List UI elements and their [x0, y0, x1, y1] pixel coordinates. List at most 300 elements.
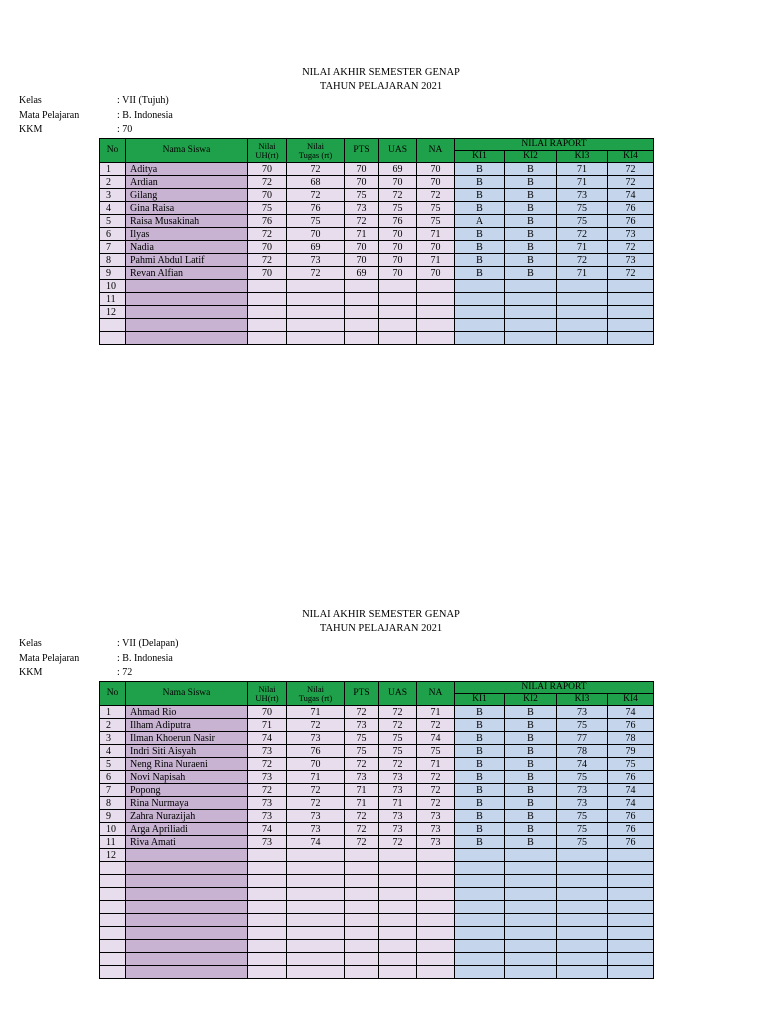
uas-score: 70: [379, 176, 417, 189]
ki1-grade: [455, 332, 505, 345]
ki1-grade: [455, 849, 505, 862]
na-score: [417, 849, 455, 862]
student-name: Indri Siti Aisyah: [126, 745, 248, 758]
col-header-na: NA: [417, 139, 455, 163]
ki4-grade: [608, 914, 654, 927]
tugas-score: [287, 888, 345, 901]
uh-score: [248, 914, 287, 927]
tugas-score: [287, 914, 345, 927]
uh-score: 75: [248, 202, 287, 215]
row-number: [100, 875, 126, 888]
pts-score: [345, 914, 379, 927]
ki2-grade: [505, 293, 557, 306]
pts-score: 71: [345, 784, 379, 797]
tugas-score: 72: [287, 189, 345, 202]
pts-score: 71: [345, 797, 379, 810]
table-row: [100, 836, 654, 849]
pts-score: 72: [345, 823, 379, 836]
student-name: [126, 940, 248, 953]
ki2-grade: B: [505, 823, 557, 836]
uh-score: 73: [248, 836, 287, 849]
ki3-grade: 72: [557, 254, 608, 267]
col-header-tugas: [287, 682, 345, 706]
ki3-grade: [557, 901, 608, 914]
table-row: [100, 953, 654, 966]
report-title: NILAI AKHIR SEMESTER GENAP: [302, 67, 460, 78]
row-number: 4: [100, 745, 126, 758]
ki2-grade: [505, 875, 557, 888]
tugas-score: [287, 862, 345, 875]
ki4-grade: 76: [608, 810, 654, 823]
ki1-grade: [455, 280, 505, 293]
ki2-grade: B: [505, 797, 557, 810]
uh-score: 70: [248, 241, 287, 254]
col-header-ki2: KI2: [505, 151, 557, 163]
tugas-score: 69: [287, 241, 345, 254]
ki1-grade: B: [455, 836, 505, 849]
col-header-tugas-line: Tugas (rt): [298, 692, 333, 703]
student-name: [126, 901, 248, 914]
tugas-score: 76: [287, 745, 345, 758]
ki2-grade: [505, 940, 557, 953]
uh-score: 72: [248, 254, 287, 267]
na-score: [417, 280, 455, 293]
na-score: 71: [417, 758, 455, 771]
pts-score: 73: [345, 771, 379, 784]
uh-score: 73: [248, 745, 287, 758]
tugas-score: [287, 940, 345, 953]
uas-score: [379, 901, 417, 914]
col-header-na: NA: [417, 682, 455, 706]
student-name: [126, 927, 248, 940]
ki2-grade: [505, 953, 557, 966]
row-number: 8: [100, 254, 126, 267]
row-number: [100, 914, 126, 927]
pts-score: 72: [345, 836, 379, 849]
uas-score: [379, 849, 417, 862]
ki1-grade: B: [455, 267, 505, 280]
col-header-tugas: [287, 139, 345, 163]
ki1-grade: B: [455, 732, 505, 745]
ki4-grade: [608, 940, 654, 953]
row-number: 8: [100, 797, 126, 810]
student-name: Nadia: [126, 241, 248, 254]
ki1-grade: B: [455, 810, 505, 823]
na-score: [417, 927, 455, 940]
pts-score: 70: [345, 163, 379, 176]
col-header-nama: Nama Siswa: [126, 682, 248, 706]
row-number: [100, 927, 126, 940]
ki1-grade: B: [455, 784, 505, 797]
ki4-grade: [608, 966, 654, 979]
ki4-grade: 74: [608, 189, 654, 202]
na-score: 73: [417, 823, 455, 836]
tugas-score: 68: [287, 176, 345, 189]
col-header-tugas-line: Nilai: [307, 683, 324, 694]
col-header-uas: UAS: [379, 139, 417, 163]
ki2-grade: B: [505, 758, 557, 771]
uh-score: [248, 280, 287, 293]
ki2-grade: [505, 862, 557, 875]
row-number: 1: [100, 163, 126, 176]
ki4-grade: 76: [608, 215, 654, 228]
uh-score: [248, 849, 287, 862]
ki3-grade: [557, 888, 608, 901]
uas-score: 72: [379, 719, 417, 732]
ki2-grade: B: [505, 228, 557, 241]
student-name: Arga Apriliadi: [126, 823, 248, 836]
ki4-grade: 74: [608, 784, 654, 797]
kelas-value: : VII (Delapan): [117, 638, 179, 649]
table-row: [100, 189, 654, 202]
tugas-score: [287, 875, 345, 888]
table-row: [100, 241, 654, 254]
ki3-grade: 73: [557, 706, 608, 719]
ki4-grade: 74: [608, 797, 654, 810]
ki3-grade: [557, 875, 608, 888]
tugas-score: [287, 280, 345, 293]
student-name: [126, 953, 248, 966]
student-name: Popong: [126, 784, 248, 797]
ki3-grade: [557, 293, 608, 306]
uh-score: [248, 293, 287, 306]
na-score: 72: [417, 784, 455, 797]
col-header-no: No: [100, 682, 126, 706]
na-score: [417, 888, 455, 901]
pts-score: [345, 280, 379, 293]
na-score: 71: [417, 228, 455, 241]
student-name: Gilang: [126, 189, 248, 202]
ki2-grade: B: [505, 719, 557, 732]
ki2-grade: B: [505, 189, 557, 202]
ki3-grade: [557, 940, 608, 953]
ki4-grade: 76: [608, 719, 654, 732]
row-number: 5: [100, 215, 126, 228]
na-score: [417, 901, 455, 914]
ki1-grade: [455, 319, 505, 332]
kkm-label: KKM: [19, 667, 43, 678]
ki1-grade: B: [455, 771, 505, 784]
col-header-uas: UAS: [379, 682, 417, 706]
col-header-ki4: KI4: [608, 694, 654, 706]
pts-score: 72: [345, 215, 379, 228]
ki3-grade: 71: [557, 163, 608, 176]
tugas-score: 73: [287, 810, 345, 823]
uas-score: 73: [379, 784, 417, 797]
ki4-grade: [608, 280, 654, 293]
row-number: 12: [100, 849, 126, 862]
na-score: 70: [417, 163, 455, 176]
table-row: [100, 940, 654, 953]
ki4-grade: [608, 306, 654, 319]
ki3-grade: 73: [557, 189, 608, 202]
student-name: Raisa Musakinah: [126, 215, 248, 228]
row-number: 11: [100, 836, 126, 849]
row-number: [100, 901, 126, 914]
pts-score: [345, 888, 379, 901]
pts-score: [345, 306, 379, 319]
pts-score: 70: [345, 241, 379, 254]
col-header-nama: Nama Siswa: [126, 139, 248, 163]
uas-score: [379, 332, 417, 345]
ki4-grade: 74: [608, 706, 654, 719]
pts-score: 75: [345, 732, 379, 745]
na-score: [417, 953, 455, 966]
kelas-label: Kelas: [19, 638, 42, 649]
na-score: [417, 966, 455, 979]
ki1-grade: [455, 966, 505, 979]
row-number: [100, 953, 126, 966]
kelas-value: : VII (Tujuh): [117, 95, 169, 106]
row-number: 6: [100, 228, 126, 241]
table-row: [100, 927, 654, 940]
na-score: 75: [417, 202, 455, 215]
uas-score: 75: [379, 202, 417, 215]
uh-score: 70: [248, 189, 287, 202]
na-score: [417, 914, 455, 927]
table-row: [100, 771, 654, 784]
pts-score: [345, 940, 379, 953]
student-name: [126, 332, 248, 345]
student-name: [126, 849, 248, 862]
row-number: 2: [100, 176, 126, 189]
ki3-grade: 75: [557, 719, 608, 732]
ki1-grade: [455, 306, 505, 319]
uas-score: [379, 875, 417, 888]
row-number: [100, 888, 126, 901]
table-row: [100, 706, 654, 719]
tugas-score: 72: [287, 797, 345, 810]
ki3-grade: [557, 332, 608, 345]
student-name: Gina Raisa: [126, 202, 248, 215]
ki1-grade: B: [455, 745, 505, 758]
uas-score: 69: [379, 163, 417, 176]
table-row: [100, 215, 654, 228]
ki4-grade: [608, 901, 654, 914]
col-header-ki1: KI1: [455, 694, 505, 706]
uh-score: 71: [248, 719, 287, 732]
ki4-grade: [608, 332, 654, 345]
uas-score: [379, 940, 417, 953]
tugas-score: 72: [287, 267, 345, 280]
na-score: 72: [417, 719, 455, 732]
ki4-grade: [608, 862, 654, 875]
table-row: [100, 280, 654, 293]
ki1-grade: B: [455, 719, 505, 732]
tugas-score: 74: [287, 836, 345, 849]
uas-score: 72: [379, 706, 417, 719]
tugas-score: 71: [287, 706, 345, 719]
tugas-score: 72: [287, 719, 345, 732]
pts-score: [345, 862, 379, 875]
uas-score: [379, 293, 417, 306]
kkm-value: : 70: [117, 124, 133, 135]
pts-score: 72: [345, 810, 379, 823]
na-score: 72: [417, 797, 455, 810]
uas-score: 72: [379, 836, 417, 849]
na-score: 73: [417, 836, 455, 849]
row-number: [100, 966, 126, 979]
uh-score: 72: [248, 228, 287, 241]
table-row: [100, 228, 654, 241]
table-row: [100, 875, 654, 888]
ki2-grade: B: [505, 254, 557, 267]
na-score: [417, 940, 455, 953]
kkm-label: KKM: [19, 124, 43, 135]
table-row: [100, 862, 654, 875]
ki3-grade: [557, 914, 608, 927]
uas-score: 71: [379, 797, 417, 810]
ki2-grade: B: [505, 176, 557, 189]
uh-score: 70: [248, 706, 287, 719]
pts-score: [345, 293, 379, 306]
uas-score: 75: [379, 745, 417, 758]
uh-score: [248, 953, 287, 966]
tugas-score: 73: [287, 254, 345, 267]
pts-score: [345, 901, 379, 914]
kkm-value: : 72: [117, 667, 133, 678]
row-number: 11: [100, 293, 126, 306]
col-header-uh-line: UH(rt): [255, 692, 279, 703]
ki2-grade: [505, 280, 557, 293]
tugas-score: [287, 927, 345, 940]
table-row: [100, 306, 654, 319]
table-row: [100, 202, 654, 215]
row-number: 1: [100, 706, 126, 719]
row-number: 12: [100, 306, 126, 319]
student-name: [126, 293, 248, 306]
ki3-grade: [557, 862, 608, 875]
uh-score: 70: [248, 163, 287, 176]
ki4-grade: 72: [608, 267, 654, 280]
pts-score: 73: [345, 202, 379, 215]
uas-score: [379, 319, 417, 332]
student-name: Ardian: [126, 176, 248, 189]
uh-score: [248, 966, 287, 979]
col-header-uh-line: Nilai: [258, 683, 276, 694]
ki2-grade: B: [505, 706, 557, 719]
uh-score: 73: [248, 771, 287, 784]
student-name: [126, 319, 248, 332]
uh-score: 72: [248, 784, 287, 797]
student-name: Zahra Nurazijah: [126, 810, 248, 823]
ki4-grade: 73: [608, 254, 654, 267]
ki4-grade: 72: [608, 163, 654, 176]
ki3-grade: 71: [557, 241, 608, 254]
tugas-score: [287, 849, 345, 862]
row-number: 4: [100, 202, 126, 215]
col-header-tugas-line: Tugas (rt): [298, 149, 333, 160]
row-number: [100, 319, 126, 332]
grades-table: [99, 681, 654, 979]
ki3-grade: 71: [557, 267, 608, 280]
table-row: [100, 784, 654, 797]
ki4-grade: [608, 875, 654, 888]
pts-score: 70: [345, 254, 379, 267]
row-number: 9: [100, 267, 126, 280]
col-header-pts: PTS: [345, 682, 379, 706]
ki3-grade: [557, 966, 608, 979]
uas-score: 73: [379, 810, 417, 823]
ki1-grade: B: [455, 189, 505, 202]
mapel-value: : B. Indonesia: [117, 109, 173, 121]
student-name: Ilham Adiputra: [126, 719, 248, 732]
ki2-grade: B: [505, 202, 557, 215]
na-score: [417, 862, 455, 875]
uas-score: 70: [379, 254, 417, 267]
na-score: [417, 306, 455, 319]
student-name: [126, 966, 248, 979]
uh-score: [248, 888, 287, 901]
row-number: 6: [100, 771, 126, 784]
pts-score: 75: [345, 745, 379, 758]
uas-score: [379, 927, 417, 940]
col-header-tugas-line: Nilai: [307, 140, 324, 151]
ki2-grade: B: [505, 771, 557, 784]
tugas-score: 73: [287, 823, 345, 836]
ki2-grade: [505, 306, 557, 319]
pts-score: 72: [345, 706, 379, 719]
table-row: [100, 901, 654, 914]
row-number: 10: [100, 823, 126, 836]
pts-score: 70: [345, 176, 379, 189]
ki1-grade: B: [455, 823, 505, 836]
uh-score: 74: [248, 732, 287, 745]
uas-score: [379, 280, 417, 293]
ki1-grade: [455, 914, 505, 927]
ki2-grade: [505, 927, 557, 940]
mapel-label: Mata Pelajaran: [19, 652, 80, 664]
pts-score: 71: [345, 228, 379, 241]
table-row: [100, 966, 654, 979]
ki1-grade: [455, 901, 505, 914]
ki4-grade: [608, 888, 654, 901]
ki4-grade: 76: [608, 823, 654, 836]
uas-score: [379, 888, 417, 901]
ki1-grade: [455, 888, 505, 901]
col-header-ki1: KI1: [455, 151, 505, 163]
table-row: [100, 914, 654, 927]
ki2-grade: B: [505, 810, 557, 823]
na-score: 73: [417, 810, 455, 823]
ki3-grade: 74: [557, 758, 608, 771]
table-row: [100, 810, 654, 823]
student-name: Ahmad Rio: [126, 706, 248, 719]
col-header-uh: [248, 682, 287, 706]
ki2-grade: B: [505, 732, 557, 745]
tugas-score: 71: [287, 771, 345, 784]
pts-score: [345, 332, 379, 345]
table-row: [100, 254, 654, 267]
uas-score: 76: [379, 215, 417, 228]
ki4-grade: 76: [608, 771, 654, 784]
ki4-grade: 78: [608, 732, 654, 745]
kelas-label: Kelas: [19, 95, 42, 106]
ki1-grade: B: [455, 797, 505, 810]
table-row: [100, 267, 654, 280]
na-score: [417, 293, 455, 306]
ki1-grade: B: [455, 706, 505, 719]
na-score: 70: [417, 267, 455, 280]
row-number: [100, 862, 126, 875]
tugas-score: 76: [287, 202, 345, 215]
ki2-grade: [505, 888, 557, 901]
uh-score: [248, 940, 287, 953]
na-score: 75: [417, 215, 455, 228]
ki1-grade: [455, 862, 505, 875]
ki3-grade: 75: [557, 215, 608, 228]
ki3-grade: [557, 280, 608, 293]
